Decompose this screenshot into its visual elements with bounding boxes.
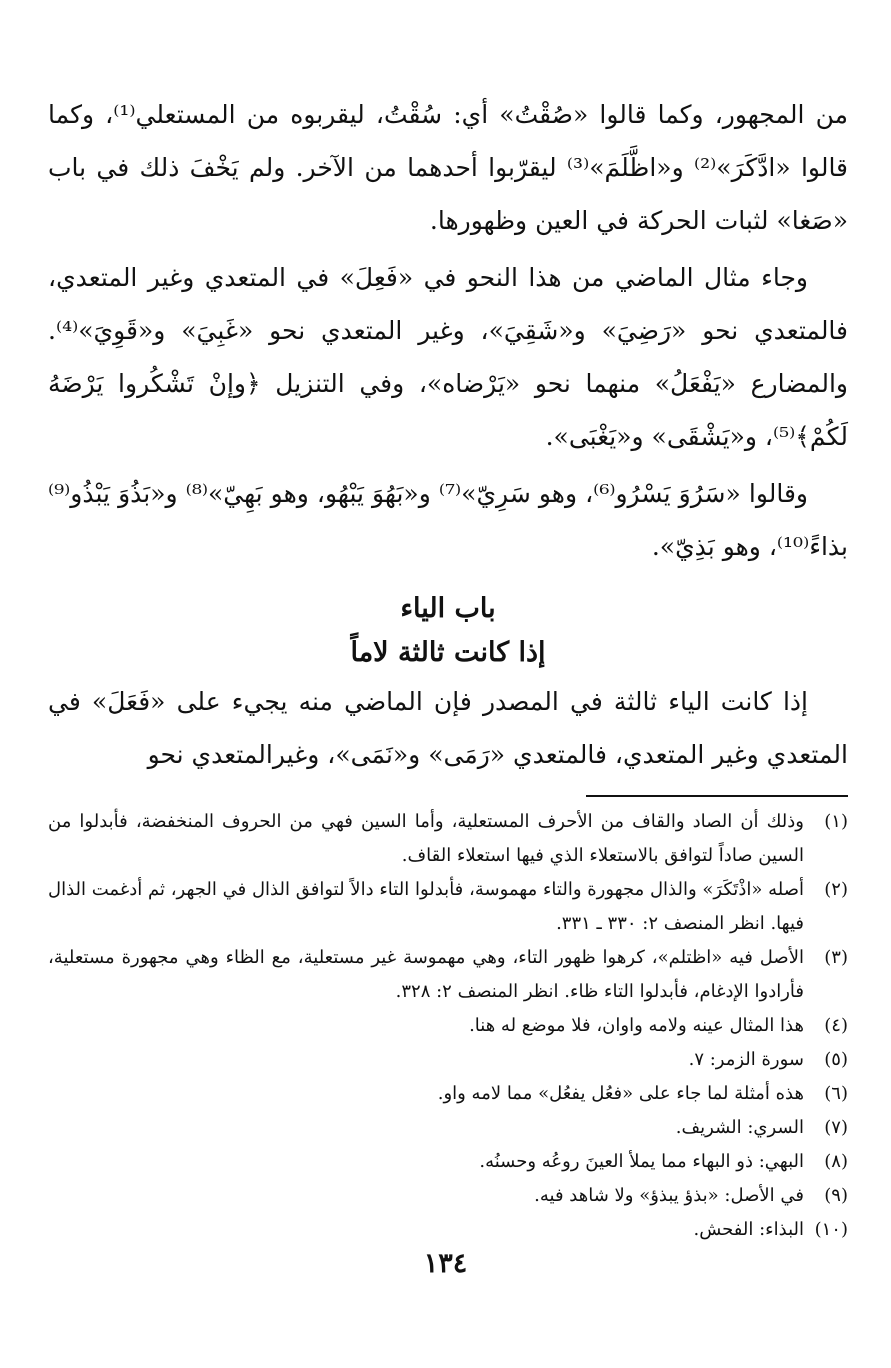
footnote-number: (٥) (824, 1049, 848, 1070)
footnote-item (48, 1111, 848, 1145)
footnote-text: سورة الزمر: ٧. (688, 1049, 804, 1070)
footnote-text: البهي: ذو البهاء مما يملأ العينَ روعُه وحسنُه. (479, 1151, 804, 1172)
section-subtitle: إذا كانت ثالثة لاماً (350, 637, 546, 668)
footnote-item (48, 1009, 848, 1043)
footnote-text: وذلك أن الصاد والقاف من الأحرف المستعلية، وأما السين فهي من الحروف المنخفضة، فأبدلوا من السين صاداً لتوافق بالاستعلاء الذي فيها استعلاء القاف. (48, 811, 804, 866)
footnote-divider (586, 795, 848, 797)
page-number: ١٣٤ (423, 1248, 468, 1279)
footnote-text: البذاء: الفحش. (693, 1219, 804, 1240)
footnote-number: (٩) (824, 1185, 848, 1206)
footnote-text: هذه أمثلة لما جاء على «فعُل يفعُل» مما لامه واو. (437, 1083, 804, 1104)
footnotes-list (48, 805, 848, 1247)
footnote-text: هذا المثال عينه ولامه واوان، فلا موضع له هنا. (469, 1015, 804, 1036)
footnote-number: (١) (824, 811, 848, 832)
body-paragraph: من المجهور، وكما قالوا «صُقْتُ» أي: سُقْتُ، ليقربوه من المستعلي⁽¹⁾، وكما قالوا «ادَّكَرَ»⁽²⁾ و«اظَّلَمَ»⁽³⁾ ليقرّبوا أحدهما من الآخر. ولم يَخْفَ ذلك في باب «صَغا» لثبات الحركة في العين وظهورها. (48, 100, 849, 235)
footnote-item (48, 941, 848, 1009)
footnote-number: (١٠) (814, 1219, 848, 1240)
footnote-item (48, 805, 848, 873)
footnote-number: (٧) (824, 1117, 848, 1138)
footnote-number: (٢) (824, 879, 848, 900)
footnote-item (48, 1043, 848, 1077)
footnote-text: السري: الشريف. (675, 1117, 804, 1138)
body-paragraph: وقالوا «سَرُوَ يَسْرُو⁽⁶⁾، وهو سَرِيّ»⁽⁷⁾ و«بَهُوَ يَبْهُو، وهو بَهِيّ»⁽⁸⁾ و«بَذُوَ يَبْذُو⁽⁹⁾ بذاءً⁽¹⁰⁾، وهو بَذِيّ». (48, 479, 848, 561)
footnote-text: الأصل فيه «اظتلم»، كرهوا ظهور التاء، وهي مهموسة غير مستعلية، مع الظاء وهي مجهورة مستعلية، فأرادوا الإدغام، فأبدلوا التاء ظاء. انظر المنصف ٢: ٣٢٨. (48, 947, 804, 1002)
page-content (48, 88, 848, 1247)
footnote-item (48, 873, 848, 941)
footnote-text: في الأصل: «بذؤ يبذؤ» ولا شاهد فيه. (534, 1185, 804, 1206)
footnote-number: (٦) (824, 1083, 848, 1104)
body-paragraph: وجاء مثال الماضي من هذا النحو في «فَعِلَ» في المتعدي وغير المتعدي، فالمتعدي نحو «رَضِيَ» و«شَقِيَ»، وغير المتعدي نحو «غَبِيَ» و«قَوِيَ»⁽⁴⁾. والمضارع «يَفْعَلُ» منهما نحو «يَرْضاه»، وفي التنزيل ﴿وإنْ تَشْكُروا يَرْضَهُ لَكُمْ﴾⁽⁵⁾، و«يَشْقَى» و«يَغْبَى». (48, 263, 848, 451)
footnote-item (48, 1145, 848, 1179)
footnote-number: (٨) (824, 1151, 848, 1172)
section-title: باب الياء (400, 593, 496, 624)
footnote-number: (٣) (824, 947, 848, 968)
footnote-item (48, 1077, 848, 1111)
footnote-item (48, 1179, 848, 1213)
footnote-item (48, 1213, 848, 1247)
footnote-text: أصله «اذْتَكَرَ» والذال مجهورة والتاء مهموسة، فأبدلوا التاء دالاً لتوافق الذال في الجهر، ثم أدغمت الذال فيها. انظر المنصف ٢: ٣٣٠ ـ ٣٣١. (48, 879, 804, 934)
footnote-number: (٤) (824, 1015, 848, 1036)
section-paragraph: إذا كانت الياء ثالثة في المصدر فإن الماضي منه يجيء على «فَعَلَ» في المتعدي وغير المتعدي، فالمتعدي «رَمَى» و«نَمَى»، وغيرالمتعدي نحو (48, 687, 848, 769)
